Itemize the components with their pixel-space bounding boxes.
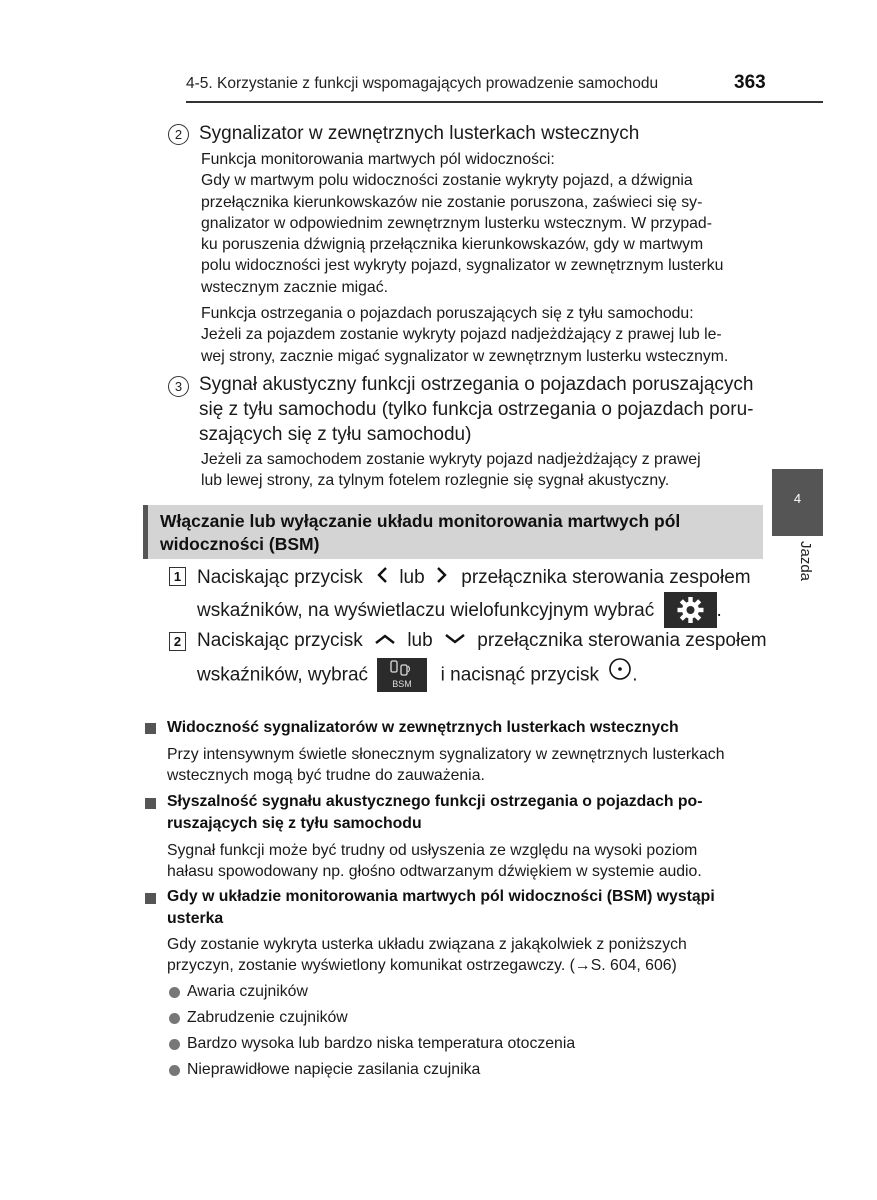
gear-icon bbox=[664, 592, 717, 628]
note-body-visibility: Przy intensywnym świetle słonecznym sygnalizatory w zewnętrznych lusterkach wstecznych mogą być trudne do zauważenia. bbox=[167, 746, 725, 785]
bullet-icon bbox=[169, 987, 180, 998]
note-title-malfunction: Gdy w układzie monitorowania martwych pól widoczności (BSM) wystąpi usterka bbox=[167, 888, 715, 927]
note-marker-1 bbox=[145, 723, 156, 734]
item-3-paragraph: Jeżeli za samochodem zostanie wykryty pojazd nadjeżdżający z prawej lub lewej strony, za tylnym fotelem rozlegnie się sygnał akustyczny. bbox=[201, 451, 701, 490]
item-2-paragraph-bsm: Funkcja monitorowania martwych pól widoczności: Gdy w martwym polu widoczności zostanie wykryty pojazd, a dźwignia przełącznika kierunkowskazów nie zostanie poruszona, zaświeci się sy- gnalizator w odpowiednim zewnętrznym lusterku wstecznym. W przypad- ku poruszenia dźwignią przełącznika kierunkowskazów, gdy w martwym polu widoczności jest wykryty pojazd, sygnalizator w zewnętrznym lusterku wstecznym zacznie migać. bbox=[201, 151, 724, 296]
note-marker-2 bbox=[145, 798, 156, 809]
running-header: 4-5. Korzystanie z funkcji wspomagających prowadzenie samochodu bbox=[186, 75, 659, 92]
step-1-line-2: wskaźników, na wyświetlaczu wielofunkcyjnym wybrać . bbox=[197, 593, 722, 629]
chevron-right-icon bbox=[436, 566, 448, 590]
bullet-icon bbox=[169, 1039, 180, 1050]
section-accent-bar bbox=[143, 505, 148, 559]
step-2-line-2: wskaźników, wybrać BSM i nacisnąć przycisk . bbox=[197, 657, 638, 693]
note-title-visibility: Widoczność sygnalizatorów w zewnętrznych lusterkach wstecznych bbox=[167, 719, 679, 736]
chevron-left-icon bbox=[376, 566, 388, 590]
note-body-malfunction: Gdy zostanie wykryta usterka układu związana z jakąkolwiek z poniższych przyczyn, zostanie wyświetlony komunikat ostrzegawczy. (→S. 604, 606) bbox=[167, 936, 687, 975]
item-title-buzzer: Sygnał akustyczny funkcji ostrzegania o pojazdach poruszających się z tyłu samochodu (tylko funkcja ostrzegania o pojazdach poru- szających się z tyłu samochodu) bbox=[199, 374, 754, 445]
bsm-icon bbox=[377, 658, 427, 692]
note-body-audibility: Sygnał funkcji może być trudny od usłyszenia ze względu na wysoki poziom hałasu spowodowany np. głośno odtwarzanym dźwiękiem w systemie audio. bbox=[167, 842, 702, 881]
step-2-line-1: Naciskając przycisk lub przełącznika sterowania zespołem bbox=[197, 630, 767, 652]
section-title: Włączanie lub wyłączanie układu monitorowania martwych pól widoczności (BSM) bbox=[160, 511, 681, 554]
bullet-icon bbox=[169, 1065, 180, 1076]
chapter-number: 4 bbox=[793, 491, 802, 506]
step-number-1: 1 bbox=[169, 567, 186, 586]
item-marker-2: 2 bbox=[168, 124, 189, 145]
item-marker-3: 3 bbox=[168, 376, 189, 397]
header-divider bbox=[186, 101, 823, 103]
item-2-paragraph-rcta: Funkcja ostrzegania o pojazdach poruszających się z tyłu samochodu: Jeżeli za pojazdem zostanie wykryty pojazd nadjeżdżający z prawej lub le- wej strony, zacznie migać sygnalizator w zewnętrznym lusterku wstecznym. bbox=[201, 305, 729, 365]
bullet-icon bbox=[169, 1013, 180, 1024]
chapter-label: Jazda bbox=[797, 541, 814, 582]
chevron-up-icon bbox=[374, 630, 396, 652]
bullet-item-1: Awaria czujników bbox=[187, 983, 308, 1000]
step-number-2: 2 bbox=[169, 632, 186, 651]
bullet-item-3: Bardzo wysoka lub bardzo niska temperatura otoczenia bbox=[187, 1035, 576, 1052]
page-number: 363 bbox=[734, 72, 766, 93]
note-marker-3 bbox=[145, 893, 156, 904]
chapter-tab bbox=[772, 469, 823, 536]
bsm-icon-label: BSM bbox=[392, 678, 413, 689]
note-title-audibility: Słyszalność sygnału akustycznego funkcji ostrzegania o pojazdach po- ruszających się z tyłu samochodu bbox=[167, 793, 703, 832]
step-1-line-1: Naciskając przycisk lub przełącznika sterowania zespołem bbox=[197, 567, 751, 589]
section-heading-box bbox=[143, 505, 763, 559]
chevron-down-icon bbox=[444, 630, 466, 652]
bullet-item-4: Nieprawidłowe napięcie zasilania czujnika bbox=[187, 1061, 481, 1078]
ok-button-icon bbox=[608, 657, 632, 694]
item-title-mirror-indicator: Sygnalizator w zewnętrznych lusterkach wstecznych bbox=[199, 123, 640, 144]
bullet-item-2: Zabrudzenie czujników bbox=[187, 1009, 348, 1026]
